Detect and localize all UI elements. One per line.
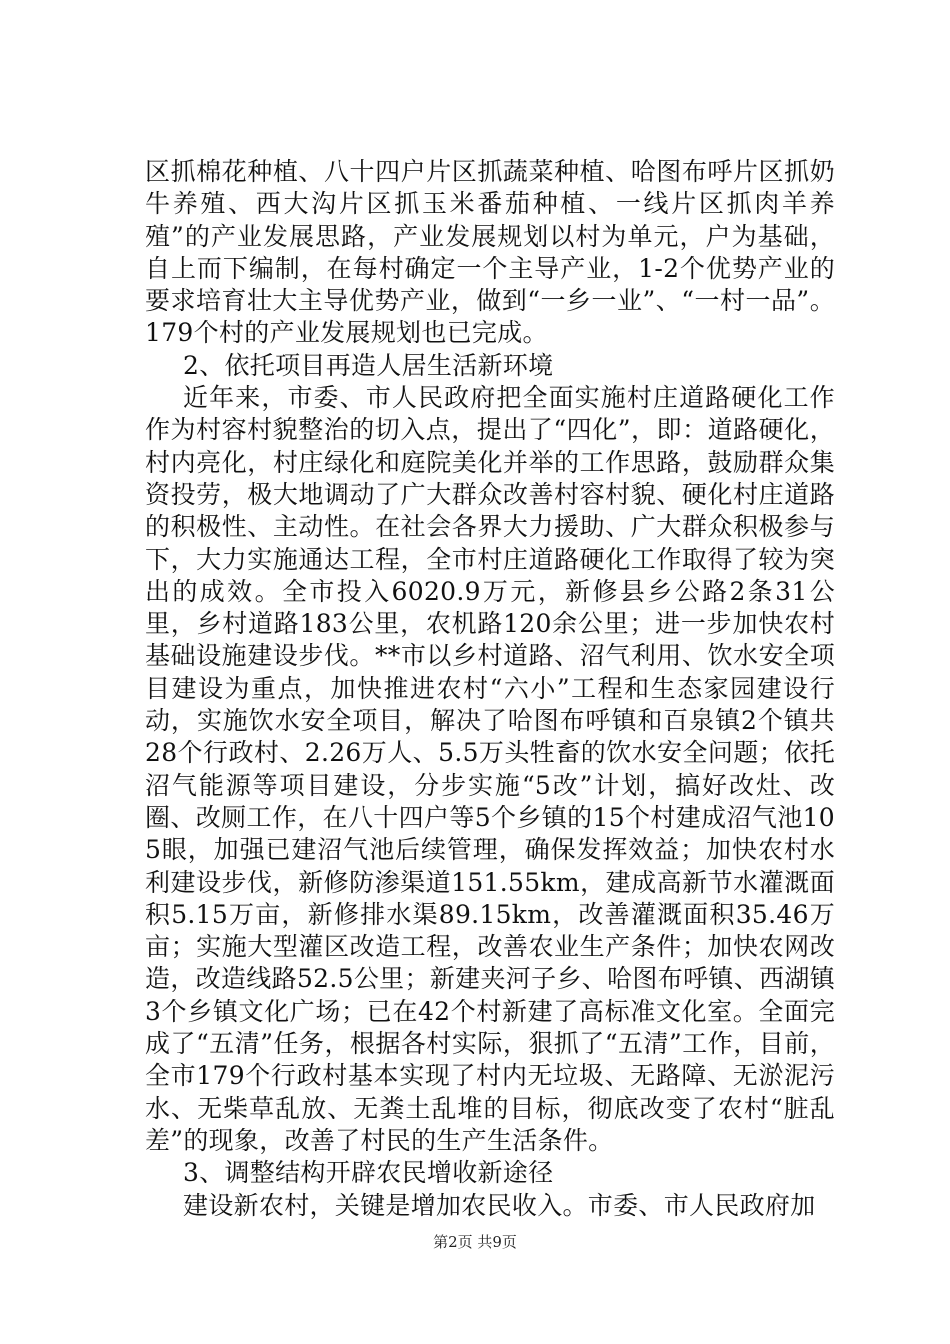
paragraph-continuation: 区抓棉花种植、八十四户片区抓蔬菜种植、哈图布呼片区抓奶牛养殖、西大沟片区抓玉米番茄种植、一线片区抓肉羊养殖”的产业发展思路，产业发展规划以村为单元，户为基础，自上而下编制，在每村确定一个主导产业，1-2个优势产业的要求培育壮大主导优势产业，做到“一乡一业”、“一村一品”。179个村的产业发展规划也已完成。 — [145, 157, 835, 348]
paragraph-farmer-income: 建设新农村，关键是增加农民收入。市委、市人民政府加 — [183, 1190, 816, 1220]
paragraph-rural-roads: 近年来，市委、市人民政府把全面实施村庄道路硬化工作作为村容村貌整治的切入点，提出了“四化”，即：道路硬化，村内亮化，村庄绿化和庭院美化并举的工作思路，鼓励群众集资投劳，极大地调动了广大群众改善村容村貌、硬化村庄道路的积极性、主动性。在社会各界大力援助、广大群众积极参与下，大力实施通达工程，全市村庄道路硬化工作取得了较为突出的成效。全市投入6020.9万元，新修县乡公路2条31公里，乡村道路183公里，农机路120余公里；进一步加快农村基础设施建设步伐。**市以乡村道路、沼气利用、饮水安全项目建设为重点，加快推进农村“六小”工程和生态家园建设行动，实施饮水安全项目，解决了哈图布呼镇和百泉镇2个镇共28个行政村、2.26万人、5.5万头牲畜的饮水安全问题；依托沼气能源等项目建设，分步实施“5改”计划，搞好改灶、改圈、改厕工作，在八十四户等5个乡镇的15个村建成沼气池105眼，加强已建沼气池后续管理，确保发挥效益；加快农村水利建设步伐，新修防渗渠道151.55km，建成高新节水灌溉面积5.15万亩，新修排水渠89.15km，改善灌溉面积35.46万亩；实施大型灌区改造工程，改善农业生产条件；加快农网改造，改造线路52.5公里；新建夹河子乡、哈图布呼镇、西湖镇3个乡镇文化广场；已在42个村新建了高标准文化室。全面完成了“五清”任务，根据各村实际，狠抓了“五清”工作，目前，全市179个行政村基本实现了村内无垃圾、无路障、无淤泥污水、无柴草乱放、无粪土乱堆的目标，彻底改变了农村“脏乱差”的现象，改善了村民的生产生活条件。 — [145, 383, 835, 1155]
document-body — [145, 156, 835, 1222]
page-footer: 第2页 共9页 — [433, 1233, 517, 1251]
section-heading-2: 2、依托项目再造人居生活新环境 — [183, 350, 554, 380]
section-heading-3: 3、调整结构开辟农民增收新途径 — [183, 1158, 554, 1188]
